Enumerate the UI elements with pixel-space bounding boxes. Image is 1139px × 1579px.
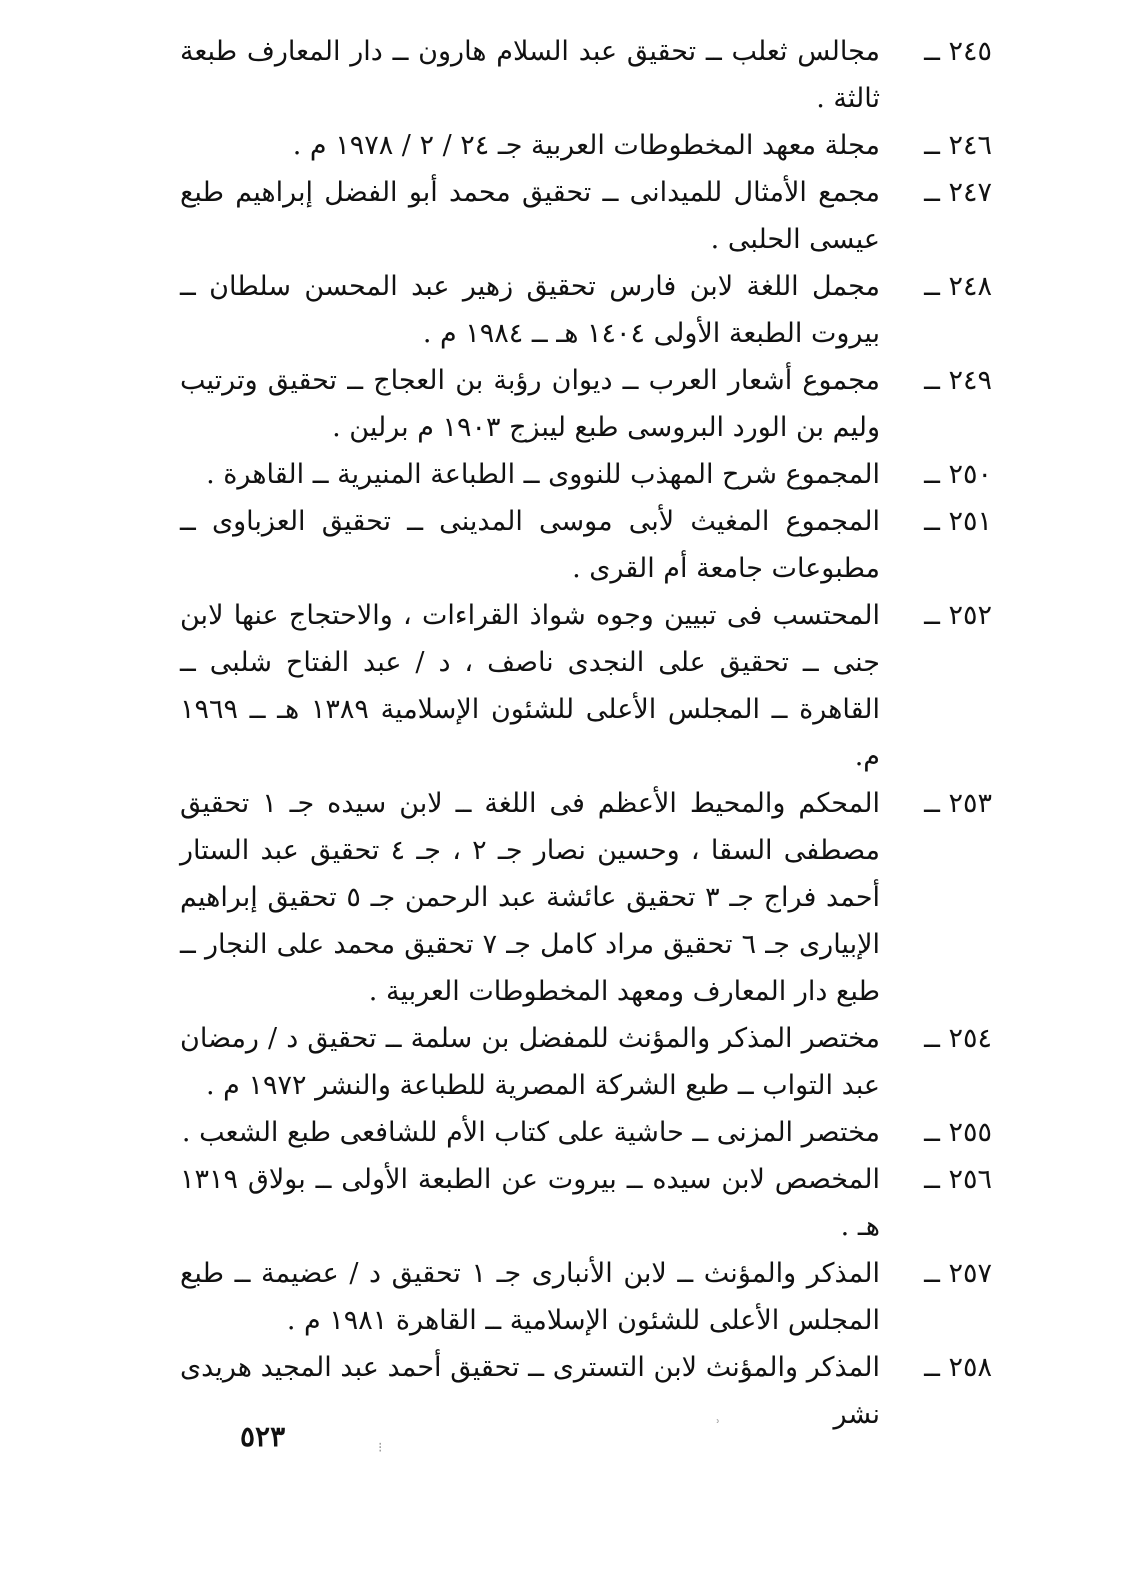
entry-text: مجالس ثعلب ــ تحقيق عبد السلام هارون ــ دار المعارف طبعة ثالثة . bbox=[180, 36, 880, 114]
bibliography-entry bbox=[180, 451, 1000, 498]
entry-number: ٢٥٤ ــ bbox=[924, 1023, 992, 1054]
bibliography-entry bbox=[180, 122, 1000, 169]
entry-text: المحكم والمحيط الأعظم فى اللغة ــ لابن سيده جـ ١ تحقيق مصطفى السقا ، وحسين نصار جـ ٢ ، جـ ٤ تحقيق عبد الستار أحمد فراج جـ ٣ تحقيق عائشة عبد الرحمن جـ ٥ تحقيق إبراهيم الإبيارى جـ ٦ تحقيق مراد كامل جـ ٧ تحقيق محمد على النجار ــ طبع دار المعارف ومعهد المخطوطات العربية . bbox=[180, 788, 881, 1007]
bibliography-entry bbox=[180, 169, 1000, 263]
page-number: ٥٢٣ bbox=[240, 1420, 286, 1453]
entry-text: المحتسب فى تبيين وجوه شواذ القراءات ، والاحتجاج عنها لابن جنى ــ تحقيق على النجدى ناصف ، د / عبد الفتاح شلبى ــ القاهرة ــ المجلس الأعلى للشئون الإسلامية ١٣٨٩ هـ ــ ١٩٦٩ م. bbox=[180, 600, 880, 772]
scan-speck: ʾ bbox=[716, 1418, 721, 1434]
entry-number: ٢٤٥ ــ bbox=[924, 36, 992, 67]
bibliography-entry bbox=[180, 1156, 1000, 1250]
entry-number: ٢٤٩ ــ bbox=[924, 365, 992, 396]
bibliography-entry bbox=[180, 592, 1000, 780]
entry-text: المذكر والمؤنث لابن التسترى ــ تحقيق أحمد عبد المجيد هريدى نشر bbox=[180, 1352, 880, 1430]
entry-text: المذكر والمؤنث ــ لابن الأنبارى جـ ١ تحقيق د / عضيمة ــ طبع المجلس الأعلى للشئون الإسلامية ــ القاهرة ١٩٨١ م . bbox=[180, 1258, 880, 1336]
entry-number: ٢٥٧ ــ bbox=[924, 1258, 992, 1289]
entry-text: المخصص لابن سيده ــ بيروت عن الطبعة الأولى ــ بولاق ١٣١٩ هـ . bbox=[180, 1164, 880, 1242]
entry-number: ٢٥٦ ــ bbox=[924, 1164, 992, 1195]
entry-number: ٢٥١ ــ bbox=[924, 506, 992, 537]
entry-text: مختصر المذكر والمؤنث للمفضل بن سلمة ــ تحقيق د / رمضان عبد التواب ــ طبع الشركة المصرية للطباعة والنشر ١٩٧٢ م . bbox=[180, 1023, 880, 1101]
entry-text: مجلة معهد المخطوطات العربية جـ ٢٤ / ٢ / ١٩٧٨ م . bbox=[292, 130, 880, 161]
entry-number: ٢٥٢ ــ bbox=[924, 600, 992, 631]
scan-speck: ⁝ bbox=[378, 1440, 383, 1456]
entry-text: المجموع شرح المهذب للنووى ــ الطباعة المنيرية ــ القاهرة . bbox=[206, 459, 880, 490]
bibliography-entry bbox=[180, 498, 1000, 592]
entry-text: مختصر المزنى ــ حاشية على كتاب الأم للشافعى طبع الشعب . bbox=[181, 1117, 880, 1148]
entry-number: ٢٤٧ ــ bbox=[924, 177, 992, 208]
entry-text: المجموع المغيث لأبى موسى المدينى ــ تحقيق العزباوى ــ مطبوعات جامعة أم القرى . bbox=[180, 506, 880, 584]
bibliography-entry bbox=[180, 263, 1000, 357]
bibliography-entry bbox=[180, 1015, 1000, 1109]
entry-text: مجموع أشعار العرب ــ ديوان رؤبة بن العجاج ــ تحقيق وترتيب وليم بن الورد البروسى طبع ليبزج ١٩٠٣ م برلين . bbox=[180, 365, 880, 443]
entry-number: ٢٤٦ ــ bbox=[924, 130, 992, 161]
entry-text: مجمل اللغة لابن فارس تحقيق زهير عبد المحسن سلطان ــ بيروت الطبعة الأولى ١٤٠٤ هـ ــ ١٩٨٤ م . bbox=[180, 271, 880, 349]
bibliography-entry bbox=[180, 780, 1000, 1015]
bibliography-entry bbox=[180, 1344, 1000, 1438]
bibliography-list bbox=[180, 28, 1000, 1438]
bibliography-entry bbox=[180, 28, 1000, 122]
entry-text: مجمع الأمثال للميدانى ــ تحقيق محمد أبو الفضل إبراهيم طبع عيسى الحلبى . bbox=[180, 177, 880, 255]
bibliography-entry bbox=[180, 357, 1000, 451]
entry-number: ٢٥٥ ــ bbox=[924, 1117, 992, 1148]
entry-number: ٢٤٨ ــ bbox=[924, 271, 992, 302]
bibliography-entry bbox=[180, 1250, 1000, 1344]
bibliography-entry bbox=[180, 1109, 1000, 1156]
entry-number: ٢٥٨ ــ bbox=[924, 1352, 992, 1383]
entry-number: ٢٥٠ ــ bbox=[924, 459, 992, 490]
entry-number: ٢٥٣ ــ bbox=[924, 788, 992, 819]
